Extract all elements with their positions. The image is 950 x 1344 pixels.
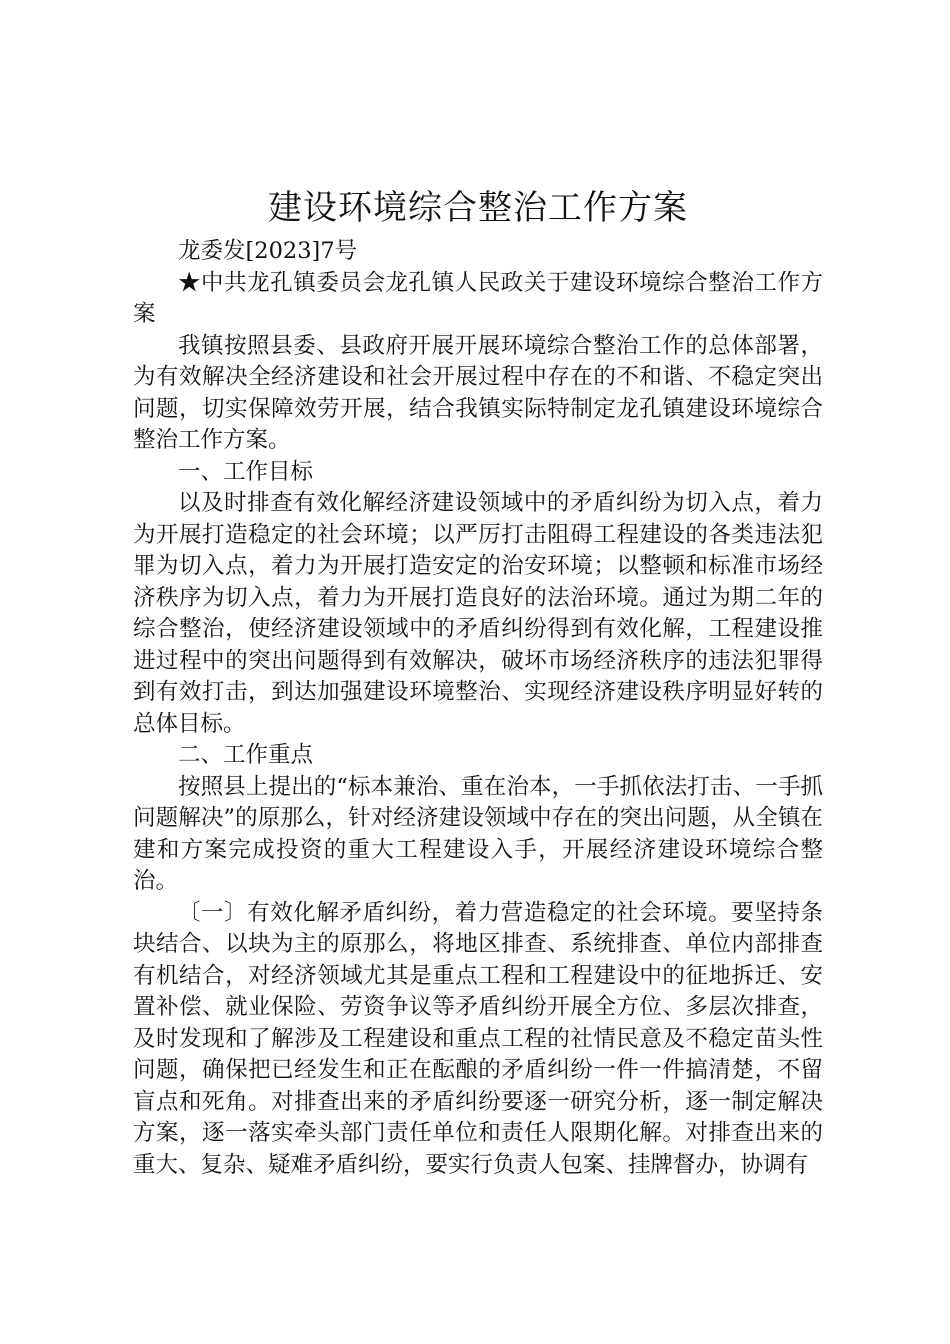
document-number: 龙委发[2023]7号 [178,238,358,264]
intro-paragraph: 我镇按照县委、县政府开展开展环境综合整治工作的总体部署，为有效解决全经济建设和社会开展过程中存在的不和谐、不稳定突出问题，切实保障效劳开展，结合我镇实际特制定龙孔镇建设环境综合整治工作方案。 [133,332,823,453]
goals-paragraph: 以及时排查有效化解经济建设领域中的矛盾纠纷为切入点，着力为开展打造稳定的社会环境；以严厉打击阻碍工程建设的各类违法犯罪为切入点，着力为开展打造安定的治安环境；以整顿和标准市场经济秩序为切入点，着力为开展打造良好的法治环境。通过为期二年的综合整治，使经济建设领域中的矛盾纠纷得到有效化解，工程建设推进过程中的突出问题得到有效解决，破坏市场经济秩序的违法犯罪得到有效打击，到达加强建设环境整治、实现经济建设秩序明显好转的总体目标。 [133,490,823,737]
section-heading-focus: 二、工作重点 [178,742,314,768]
document-title: 建设环境综合整治工作方案 [268,188,688,228]
issuer-line: ★中共龙孔镇委员会龙孔镇人民政关于建设环境综合整治工作方案 [133,269,823,327]
document-page [133,180,823,1181]
item-one-paragraph: 〔一〕有效化解矛盾纠纷，着力营造稳定的社会环境。要坚持条块结合、以块为主的原那么，将地区排查、系统排查、单位内部排查有机结合，对经济领域尤其是重点工程和工程建设中的征地拆迁、安置补偿、就业保险、劳资争议等矛盾纠纷开展全方位、多层次排查，及时发现和了解涉及工程建设和重点工程的社情民意及不稳定苗头性问题，确保把已经发生和正在酝酿的矛盾纠纷一件一件搞清楚，不留盲点和死角。对排查出来的矛盾纠纷要逐一研究分析，逐一制定解决方案，逐一落实牵头部门责任单位和责任人限期化解。对排查出来的重大、复杂、疑难矛盾纠纷，要实行负责人包案、挂牌督办，协调有 [133,899,823,1178]
section-heading-goals: 一、工作目标 [178,458,314,485]
focus-paragraph: 按照县上提出的“标本兼治、重在治本，一手抓依法打击、一手抓问题解决”的原那么，针对经济建设领域中存在的突出问题，从全镇在建和方案完成投资的重大工程建设入手，开展经济建设环境综合整治。 [133,773,823,894]
